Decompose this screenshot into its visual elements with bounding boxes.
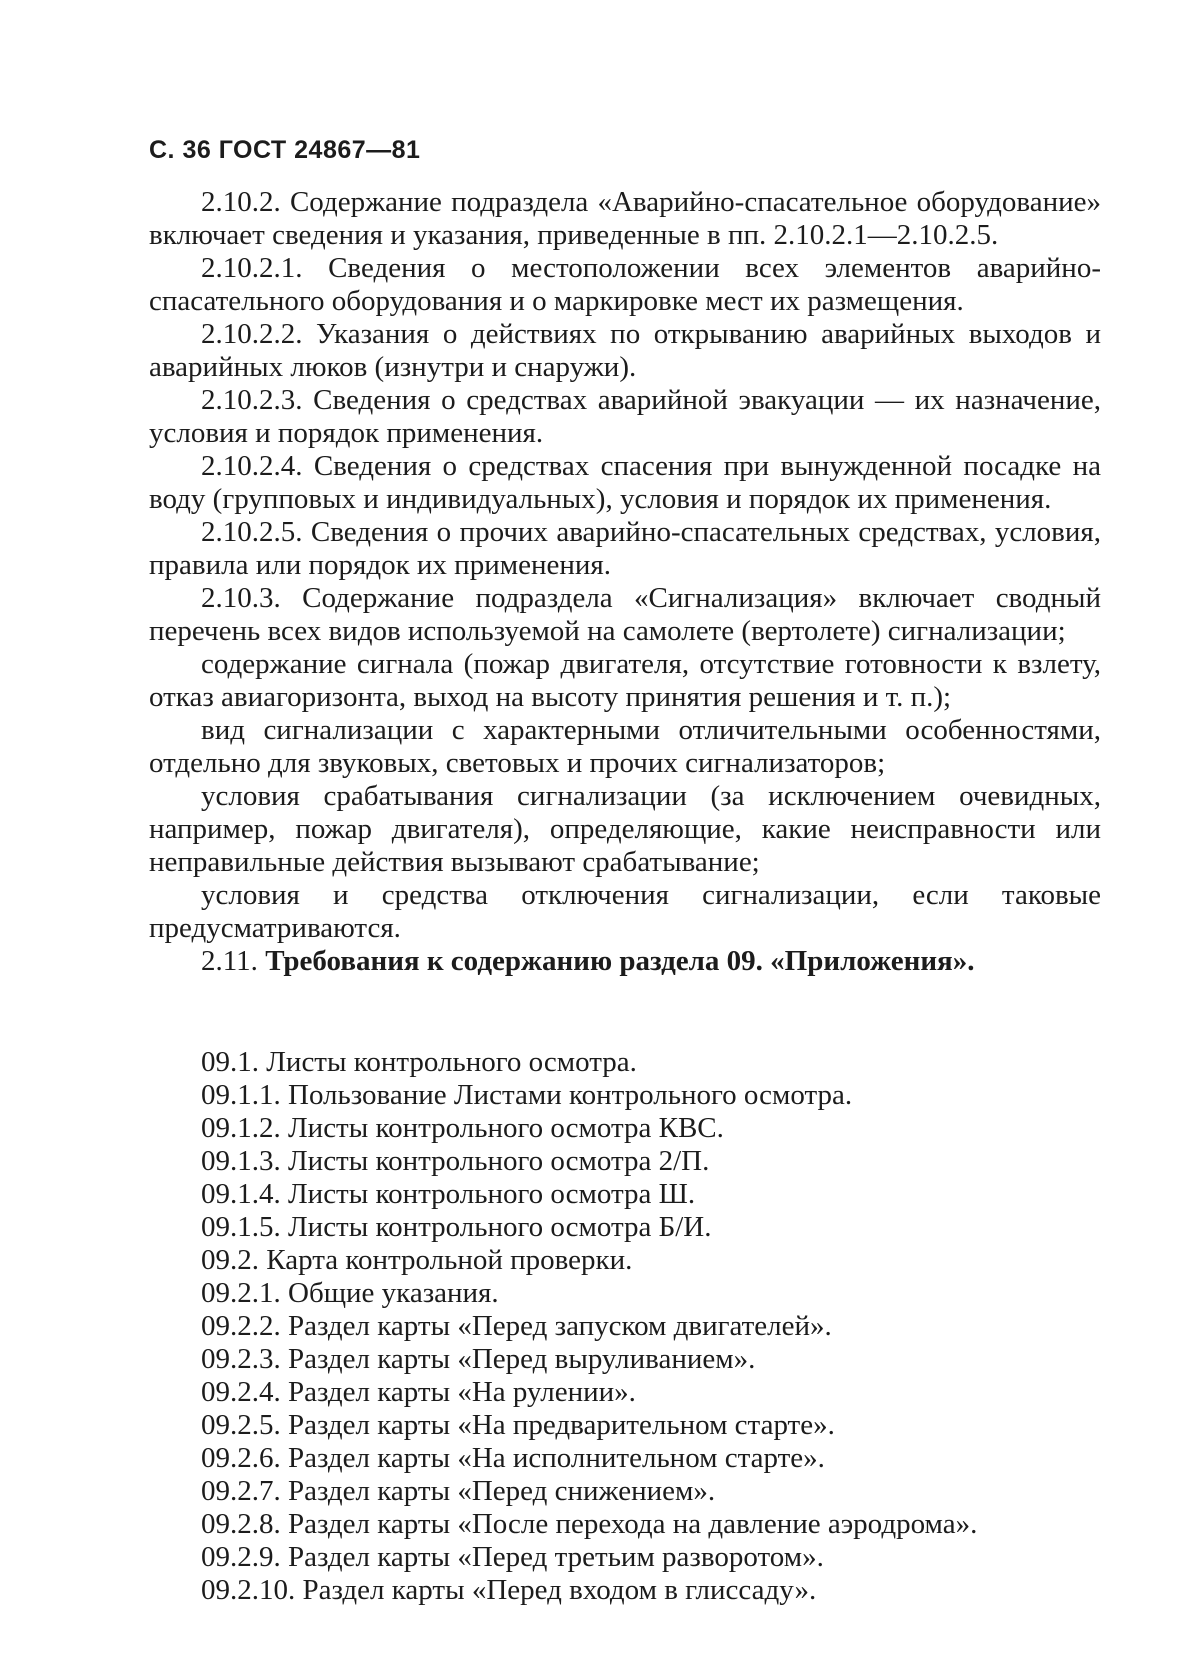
section-number: 2.11. bbox=[201, 945, 258, 977]
contents-item-text: Листы контрольного осмотра Ш. bbox=[288, 1178, 696, 1210]
contents-item bbox=[201, 1310, 977, 1343]
contents-item-text: Раздел карты «На рулении». bbox=[288, 1376, 636, 1408]
contents-item bbox=[201, 1574, 977, 1607]
paragraph: условия и средства отключения сигнализации, если таковые предусматриваются. bbox=[149, 879, 1101, 944]
contents-item bbox=[201, 1475, 977, 1508]
contents-item-text: Раздел карты «Перед третьим разворотом». bbox=[288, 1541, 824, 1573]
contents-item-number: 09.2.4. bbox=[201, 1376, 281, 1408]
contents-item-text: Раздел карты «Перед снижением». bbox=[288, 1475, 716, 1507]
contents-item-number: 09.1.3. bbox=[201, 1145, 281, 1177]
paragraph: 2.10.2.1. Сведения о местоположении всех элементов аварийно-спасательного оборудования и о маркировке мест их размещения. bbox=[149, 252, 1101, 317]
contents-item-number: 09.2.1. bbox=[201, 1277, 281, 1309]
page-header: С. 36 ГОСТ 24867—81 bbox=[149, 136, 421, 164]
contents-item-text: Листы контрольного осмотра КВС. bbox=[288, 1112, 724, 1144]
contents-item bbox=[201, 1409, 977, 1442]
contents-item bbox=[201, 1277, 977, 1310]
contents-item-text: Пользование Листами контрольного осмотра. bbox=[288, 1079, 853, 1111]
paragraph: содержание сигнала (пожар двигателя, отсутствие готовности к взлету, отказ авиагоризонта, выход на высоту принятия решения и т. п.); bbox=[149, 648, 1101, 713]
paragraph: вид сигнализации с характерными отличительными особенностями, отдельно для звуковых, световых и прочих сигнализаторов; bbox=[149, 714, 1101, 779]
contents-item bbox=[201, 1112, 977, 1145]
contents-item-number: 09.1.4. bbox=[201, 1178, 281, 1210]
contents-item-text: Раздел карты «Перед входом в глиссаду». bbox=[302, 1574, 817, 1606]
contents-item-text: Общие указания. bbox=[288, 1277, 499, 1309]
contents-item bbox=[201, 1244, 977, 1277]
section-heading bbox=[149, 945, 1101, 978]
contents-item bbox=[201, 1442, 977, 1475]
contents-item-number: 09.1.1. bbox=[201, 1079, 281, 1111]
body-text bbox=[149, 186, 1101, 978]
appendix-contents bbox=[201, 1046, 977, 1607]
contents-item-text: Раздел карты «На исполнительном старте». bbox=[288, 1442, 825, 1474]
contents-item-number: 09.2.5. bbox=[201, 1409, 281, 1441]
paragraph: 2.10.2. Содержание подраздела «Аварийно-спасательное оборудование» включает сведения и указания, приведенные в пп. 2.10.2.1—2.10.2.5. bbox=[149, 186, 1101, 251]
contents-item-number: 09.2.9. bbox=[201, 1541, 281, 1573]
contents-item bbox=[201, 1145, 977, 1178]
paragraph: 2.10.2.5. Сведения о прочих аварийно-спасательных средствах, условия, правила или порядок их применения. bbox=[149, 516, 1101, 581]
contents-item-number: 09.2. bbox=[201, 1244, 259, 1276]
contents-item-number: 09.1.5. bbox=[201, 1211, 281, 1243]
contents-item bbox=[201, 1211, 977, 1244]
paragraph: 2.10.2.3. Сведения о средствах аварийной эвакуации — их назначение, условия и порядок применения. bbox=[149, 384, 1101, 449]
contents-item-number: 09.2.3. bbox=[201, 1343, 281, 1375]
contents-item-number: 09.2.2. bbox=[201, 1310, 281, 1342]
paragraph: условия срабатывания сигнализации (за исключением очевидных, например, пожар двигателя), определяющие, какие неисправности или неправильные действия вызывают срабатывание; bbox=[149, 780, 1101, 878]
contents-item bbox=[201, 1541, 977, 1574]
contents-item-text: Раздел карты «Перед выруливанием». bbox=[288, 1343, 756, 1375]
contents-item-number: 09.2.8. bbox=[201, 1508, 281, 1540]
contents-item-text: Листы контрольного осмотра. bbox=[266, 1046, 637, 1078]
contents-item bbox=[201, 1343, 977, 1376]
contents-item-number: 09.2.6. bbox=[201, 1442, 281, 1474]
contents-item-number: 09.2.10. bbox=[201, 1574, 296, 1606]
contents-item-number: 09.1.2. bbox=[201, 1112, 281, 1144]
contents-item-text: Раздел карты «Перед запуском двигателей». bbox=[288, 1310, 832, 1342]
paragraph: 2.10.3. Содержание подраздела «Сигнализация» включает сводный перечень всех видов используемой на самолете (вертолете) сигнализации; bbox=[149, 582, 1101, 647]
contents-item-text: Карта контрольной проверки. bbox=[266, 1244, 633, 1276]
contents-item-text: Листы контрольного осмотра 2/П. bbox=[288, 1145, 710, 1177]
paragraph: 2.10.2.4. Сведения о средствах спасения при вынужденной посадке на воду (групповых и индивидуальных), условия и порядок их применения. bbox=[149, 450, 1101, 515]
contents-item-text: Раздел карты «После перехода на давление аэродрома». bbox=[288, 1508, 978, 1540]
contents-item-text: Листы контрольного осмотра Б/И. bbox=[288, 1211, 712, 1243]
contents-item bbox=[201, 1376, 977, 1409]
contents-item bbox=[201, 1508, 977, 1541]
paragraph: 2.10.2.2. Указания о действиях по открыванию аварийных выходов и аварийных люков (изнутри и снаружи). bbox=[149, 318, 1101, 383]
contents-item-number: 09.2.7. bbox=[201, 1475, 281, 1507]
contents-item bbox=[201, 1046, 977, 1079]
contents-item bbox=[201, 1178, 977, 1211]
contents-item-number: 09.1. bbox=[201, 1046, 259, 1078]
contents-item bbox=[201, 1079, 977, 1112]
section-title: Требования к содержанию раздела 09. «Приложения». bbox=[265, 945, 975, 977]
contents-item-text: Раздел карты «На предварительном старте». bbox=[288, 1409, 835, 1441]
